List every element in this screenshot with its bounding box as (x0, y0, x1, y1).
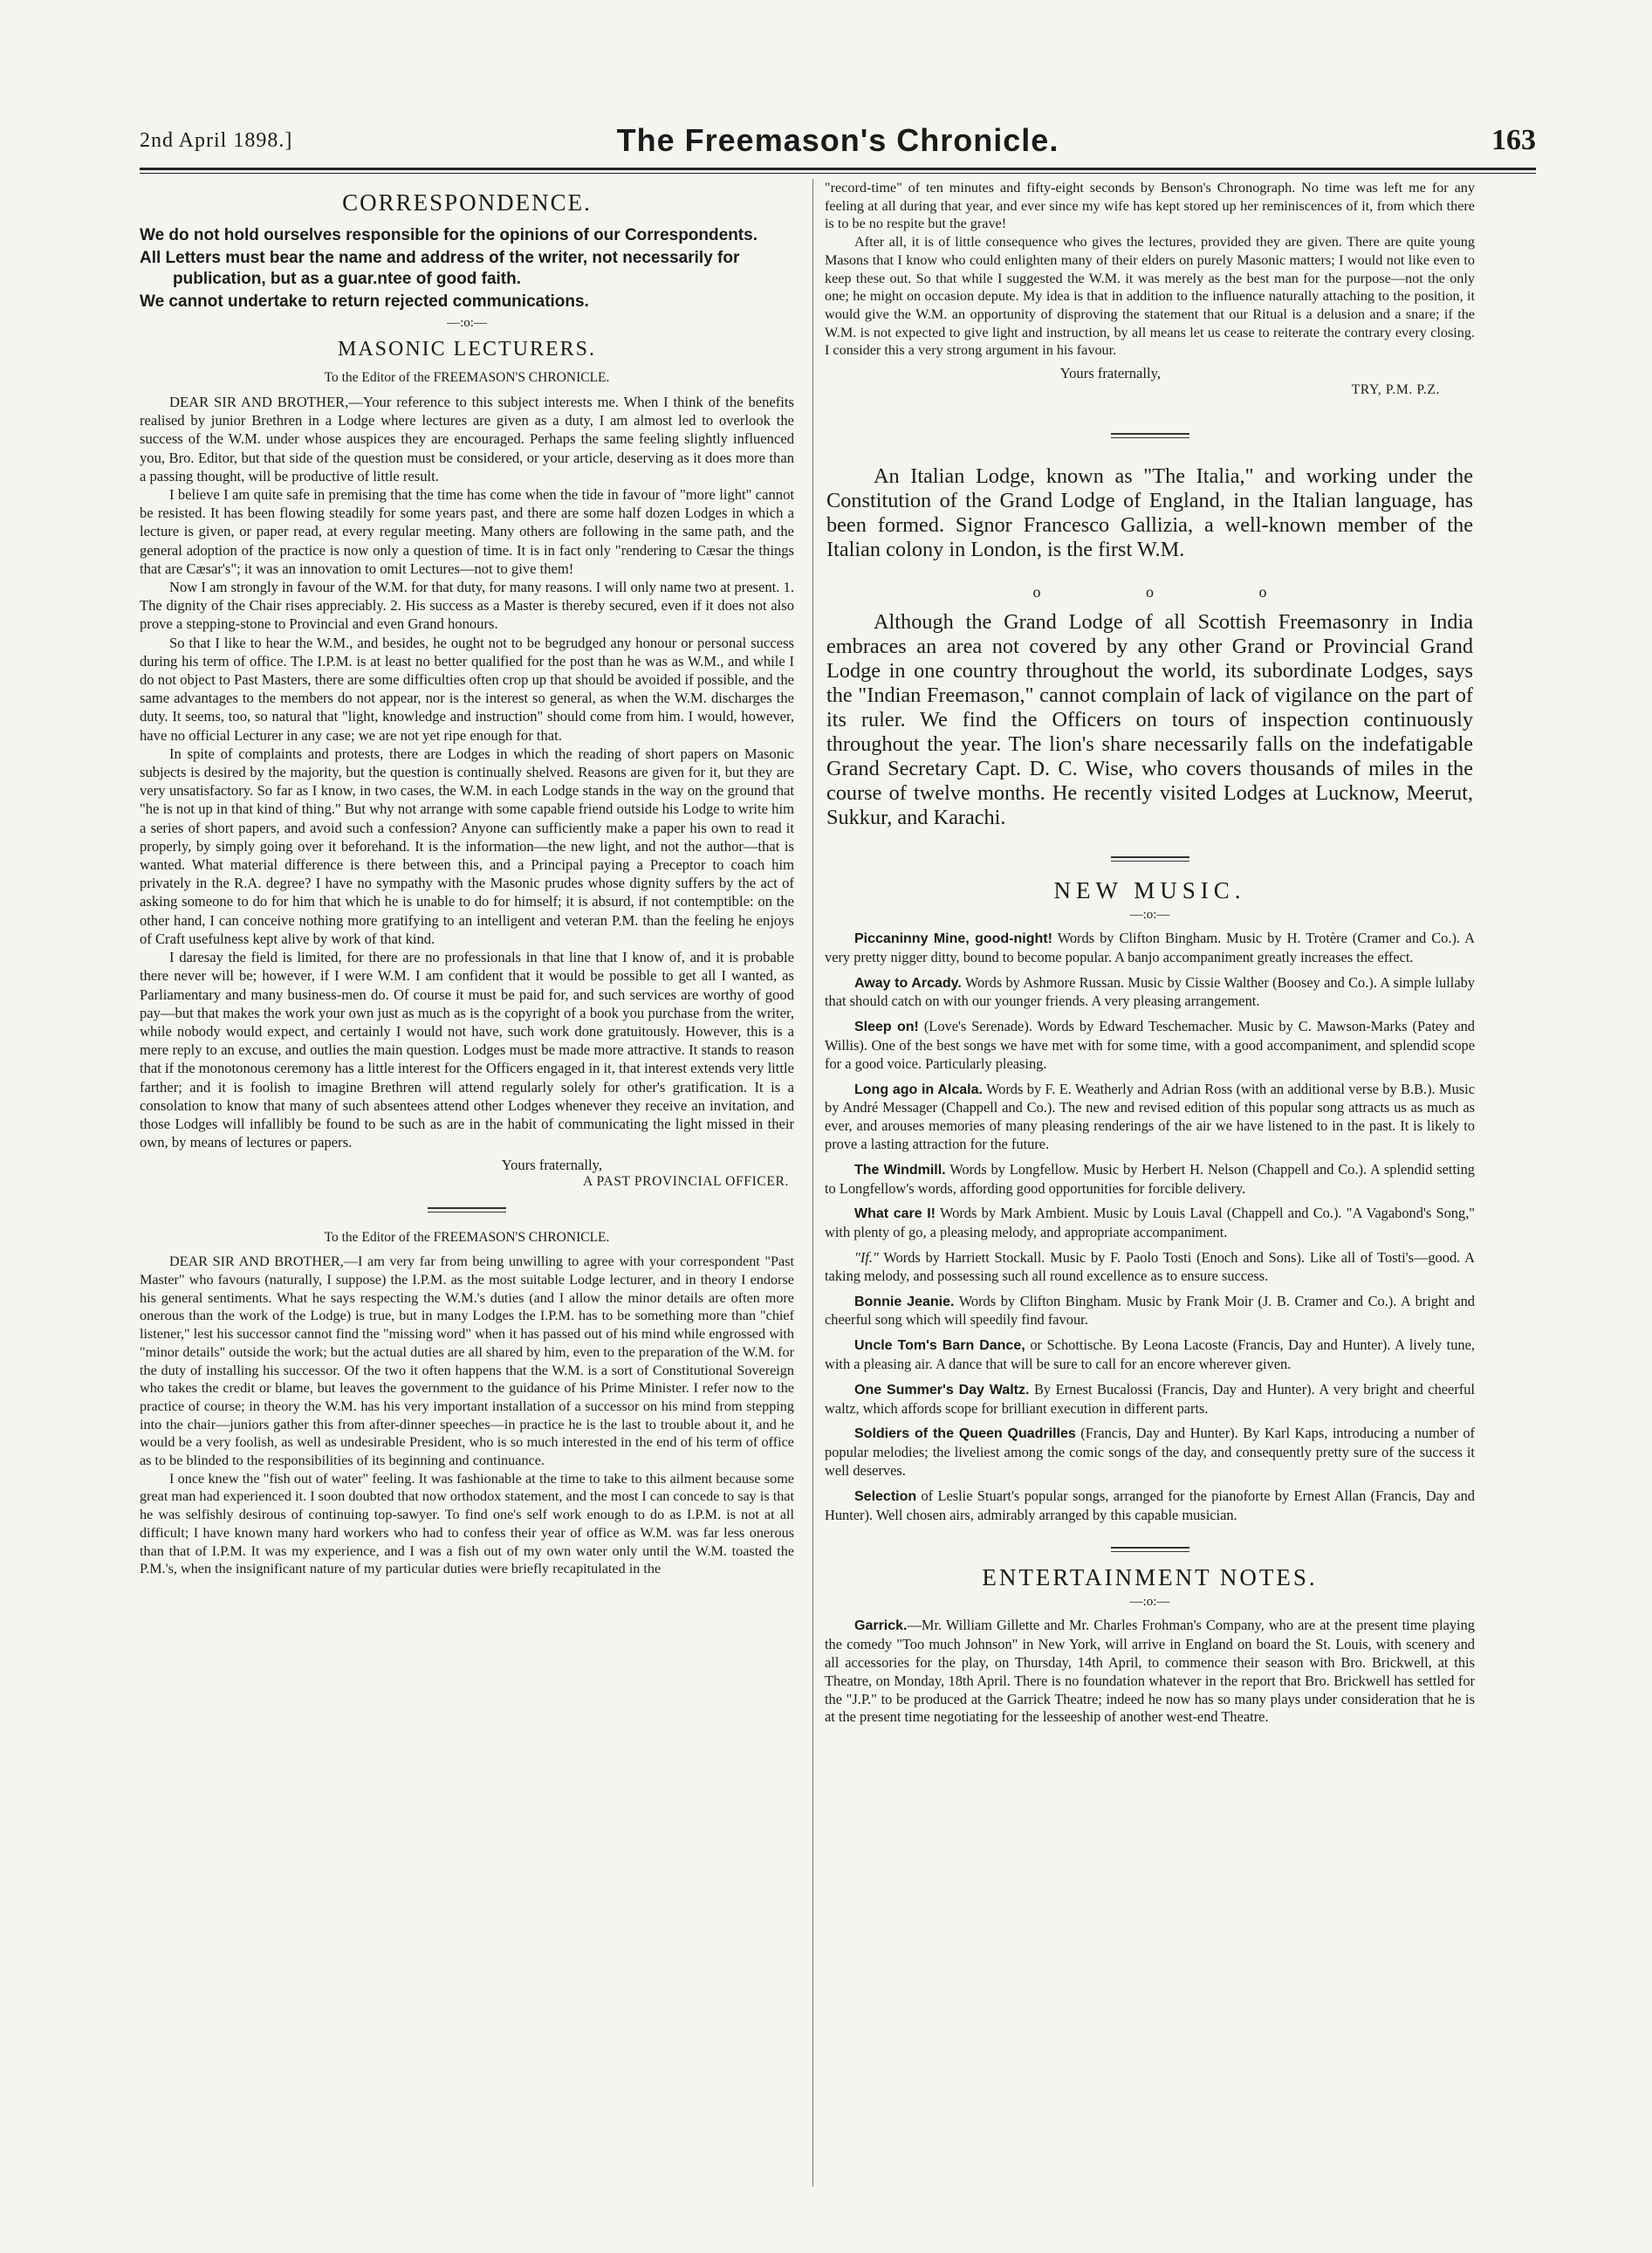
letter-closing-2: Yours fraternally, (1059, 365, 1161, 382)
section-divider: —:o:— (447, 316, 487, 330)
music-entry (825, 1161, 1475, 1199)
entertainment-heading: ENTERTAINMENT NOTES. (982, 1564, 1318, 1591)
music-entry-title: Long ago in Alcala. (854, 1082, 983, 1097)
letter-paragraph: DEAR SIR AND BROTHER,—Your reference to this subject interests me. When I think of the benefits realised by junior Brethren in a Lodge where lectures are given as a duty, I am almost led to overlook the success of the W.M. under whose auspices they are encouraged. Perhaps the same feeling slightly influenced you, Bro. Editor, but that side of the question must be considered, or your article, deserving as it does more than a passing thought, will be productive of little result. (140, 394, 794, 484)
music-entry (825, 974, 1475, 1012)
section-divider: —:o:— (1129, 908, 1170, 923)
letter-paragraph: So that I like to hear the W.M., and besides, he ought not to be begrudged any honour or personal success during his term of office. The I.P.M. is at least no better qualified for the post than he was as W.M., and while I do not object to Past Masters, there are some difficulties often crop up that should be avoided if possible, and the same advantages to the members do not appear, nor is the interest so general, as when the W.M. discharges the duty. It seems, too, so natural that "light, knowledge and instruction" should come from him. I would, however, have no official Lecturer in any case; we are not yet ripe enough for that. (140, 634, 794, 744)
music-entry-title: The Windmill. (854, 1162, 946, 1178)
letter-paragraph: After all, it is of little consequence who gives the lectures, provided they are given. There are quite young Masons that I know who could enlighten many of their elders on purely Masonic matters; I would not like even to keep these out. So that while I suggested the W.M. it was merely as the best man for the purpose—not the only one; he might on occasion depute. My idea is that in addition to the influence naturally attaching to the position, it would give the W.M. an opportunity of disproving the statement that our Ritual is a delusion and a snare; if the W.M. is not expected to give light and instruction, by all means let us cease to reiterate the contrary every closing. I consider this a very strong argument in his favour. (825, 234, 1475, 359)
music-entry (825, 1381, 1475, 1418)
correspondence-heading: CORRESPONDENCE. (342, 189, 592, 216)
music-entry-text: (Love's Serenade). Words by Edward Teschemacher. Music by C. Mawson-Marks (Patey and Willis). One of the best songs we have met with for some time, with a good accompaniment, and splendid scope for a good voice. Particularly pleasing. (825, 1018, 1476, 1072)
music-entry-title: Selection (854, 1488, 917, 1504)
letter-paragraph: I daresay the field is limited, for there are no professionals in that line that I know of, and it is probable there never will be; however, if I were W.M. I am confident that it would be possible to get all I wanted, as Parliamentary and many business-men do. Of course it must be paid for, and such services are worthy of good pay—but that makes the work your own just as much as is the copyright of a book you purchase from the writer, while nobody would expect, and certainly I would not have, such work done gratuitously. However, this is a mere reply to an excuse, and outlies the main question. Lodges must be made more attractive. It stands to reason that if the monotonous ceremony has a little interest for the Officers engaged in it, that interest extends very little farther; and it is foolish to imagine Brethren will attend regularly solely for other's gratification. It is a consolation to know that many of such absentees attend other Lodges whenever they receive an invitation, and those Lodges will infallibly be found to be such as are in the habit of communicating the light missed in their own, by means of lectures or papers. (140, 949, 794, 1151)
section-divider: —:o:— (1129, 1595, 1170, 1610)
page-number: 163 (1491, 124, 1536, 156)
letter-paragraph: Now I am strongly in favour of the W.M. for that duty, for many reasons. I will only name two at present. 1. The dignity of the Chair rises appreciably. 2. His success as a Master is thereby secured, even if it does not also prove a stepping-stone to Provincial and even Grand honours. (140, 579, 795, 633)
left-column (140, 179, 794, 1578)
entertainment-text: —Mr. William Gillette and Mr. Charles Frohman's Company, who are at the present time playing the comedy "Too much Johnson" in New York, will arrive in England on board the St. Louis, with scenery and all accessories for the play, on Thursday, 14th April, to commence their season with Bro. Brickwell, at this Theatre, on Monday, 18th April. There is no foundation whatever in the report that Bro. Brickwell has settled for the "J.P." to be produced at the Garrick Theatre; indeed he now has so many plays under consideration that he is at the present time negotiating for the lesseeship of another west-end Theatre. (825, 1617, 1475, 1726)
column-divider (812, 179, 813, 2187)
short-rule (1111, 1547, 1189, 1552)
to-editor-line: To the Editor of the FREEMASON'S CHRONICLE. (324, 370, 610, 385)
letter-paragraph: DEAR SIR AND BROTHER,—I am very far from being unwilling to agree with your correspondent "Past Master" who favours (naturally, I suppose) the I.P.M. as the most suitable Lodge lecturer, and in theory I endorse his general sentiments. What he says respecting the W.M.'s duties (and I allow the minor details are often more onerous than the work of the Lodge) is true, but in many Lodges the I.P.M. has to be something more than "chief listener," lest his successor cannot find the "missing word" when it has passed out of his mind while engrossed with "minor details" outside the work; but the actual duties are all shared by him, even to the preparation of the W.M. for the duty of installing his successor. Of the two it often happens that the W.M. is a sort of Constitutional Sovereign who takes the credit or blame, but leaves the government to the guidance of his Prime Minister. I refer now to the practice of course; in theory the W.M. has his very important installation of a successor on his mind from stepping into the chair—juniors gather this from after-dinner speeches—in practice he is the last to trouble about it, and he would be a very foolish, as well as undesirable President, who is so much interested in the end of his term of office as to be blinded to the responsibilities of its beginning and continuance. (140, 1254, 794, 1469)
music-entry-text: (Francis, Day and Hunter). By Karl Kaps, introducing a number of popular melodies; the liveliest among the comic songs of the day, and consequently pretty sure of the success it well deserves. (825, 1425, 1475, 1479)
news-separator: o o o (1032, 583, 1318, 601)
music-entry-text: Words by Harriett Stockall. Music by F. Paolo Tosti (Enoch and Sons). Like all of Tosti's—good. A taking melody, and possessing such all round excellence as to ensure success. (825, 1248, 1475, 1284)
to-editor-line-2: To the Editor of the FREEMASON'S CHRONICLE. (324, 1230, 610, 1246)
music-entry (825, 1336, 1475, 1374)
disclaimer-1: We do not hold ourselves responsible for the opinions of our Correspondents. (140, 226, 757, 244)
header-rule (140, 168, 1536, 170)
music-entry-text: Words by Longfellow. Music by Herbert H. Nelson (Chappell and Co.). A splendid setting to Longfellow's words, affording good opportunities for forcible delivery. (825, 1160, 1475, 1197)
music-entry-text: of Leslie Stuart's popular songs, arranged for the pianoforte by Ernest Allan (Francis, Day and Hunter). Well chosen airs, admirably arranged by this capable musician. (825, 1487, 1475, 1523)
music-entry (825, 1249, 1475, 1286)
news-india: Although the Grand Lodge of all Scottish Freemasonry in India embraces an area not covered by any other Grand or Provincial Grand Lodge in one country throughout the world, its subordinate Lodges, says the "Indian Freemason," cannot complain of lack of vigilance on the part of its ruler. We find the Officers on tours of inspection continuously throughout the year. The lion's share necessarily falls on the indefatigable Grand Secretary Capt. D. C. Wise, who covers thousands of miles in the course of twelve months. He recently visited Lodges at Lucknow, Meerut, Sukkur, and Karachi. (826, 610, 1473, 830)
masthead-title: The Freemason's Chronicle. (616, 122, 1059, 158)
music-entry-text: Words by Clifton Bingham. Music by H. Trotère (Cramer and Co.). A very pretty nigger ditty, bound to become popular. A banjo accompaniment greatly increases the effect. (825, 930, 1475, 965)
music-entry-title: Bonnie Jeanie. (854, 1294, 955, 1309)
music-entry-text: Words by Mark Ambient. Music by Louis Laval (Chappell and Co.). "A Vagabond's Song," with plenty of go, a pleasing melody, and appropriate accompaniment. (825, 1205, 1475, 1241)
music-entry-text: Words by F. E. Weatherly and Adrian Ross (with an additional verse by B.B.). Music by André Messager (Chappell and Co.). The new and revised edition of this popular song attracts us as much as ever, and arouses memories of many pleasing renderings of the air we have listened to in the past. It is likely to prove a lasting attraction for the future. (825, 1080, 1475, 1152)
short-rule (1111, 433, 1189, 438)
music-entry (825, 1081, 1475, 1154)
music-entry-title: Away to Arcady. (854, 975, 962, 991)
music-entry-title: Uncle Tom's Barn Dance, (854, 1338, 1025, 1354)
header-rule-thin (140, 173, 1536, 174)
music-entry (825, 1487, 1475, 1525)
music-entry-title: One Summer's Day Waltz. (854, 1382, 1030, 1398)
music-entry (825, 1018, 1475, 1073)
music-entry (825, 1425, 1475, 1480)
music-entry-text: Words by Ashmore Russan. Music by Cissie Walther (Boosey and Co.). A simple lullaby that should catch on with our younger friends. A very pleasing arrangement. (825, 973, 1475, 1010)
disclaimer-2: All Letters must bear the name and address of the writer, not necessarily for publication, but as a guar.ntee of good faith. (140, 249, 740, 288)
page-header (140, 122, 1536, 161)
disclaimer-3: We cannot undertake to return rejected communications. (140, 292, 589, 311)
issue-date: 2nd April 1898.] (140, 129, 293, 152)
music-entry-text: Words by Clifton Bingham. Music by Frank Moir (J. B. Cramer and Co.). A bright and cheerful song which will speedily find favour. (825, 1292, 1476, 1329)
letter-paragraph: In spite of complaints and protests, there are Lodges in which the reading of short papers on Masonic subjects is desired by the majority, but the question is continually shelved. Reasons are given for it, but they are very unsatisfactory. So far as I know, in two cases, the W.M. in each Lodge stands in the way on the ground that "he is not up in that kind of thing." But why not arrange with some capable friend outside his Lodge to write him a series of short papers, and avoid such a confession? Anyone can sufficiently make a paper his own to read it properly, by simply going over it beforehand. It is the information—the new light, and not the author—that is wanted. What material difference is there between this, and a Principal paying a Preceptor to coach him privately in the R.A. degree? I have no sympathy with the Masonic prudes whose dignity suffers by the act of asking someone to do for him that which he is unable to do for himself; it is absurd, if not contemptible: on the other hand, I can conceive nothing more gratifying to an intelligent and veteran P.M. than the feeling he enjoys of Craft usefulness kept alive by work of that kind. (140, 745, 794, 947)
letter-signature-2: TRY, P.M. P.Z. (1351, 382, 1440, 398)
short-rule (428, 1207, 506, 1212)
masonic-lecturers-heading: MASONIC LECTURERS. (337, 338, 597, 361)
music-entry-text: or Schottische. By Leona Lacoste (Francis, Day and Hunter). A lively tune, with a pleasing air. A dance that will be sure to call for an encore wherever given. (825, 1336, 1475, 1372)
music-entry (825, 930, 1475, 967)
letter-signature: A PAST PROVINCIAL OFFICER. (583, 1174, 789, 1190)
music-entry-title: Soldiers of the Queen Quadrilles (854, 1426, 1076, 1442)
right-column (825, 179, 1475, 1734)
new-music-heading: NEW MUSIC. (1053, 877, 1246, 904)
entertainment-lead: Garrick. (854, 1618, 908, 1634)
music-entry-title: What care I! (854, 1206, 936, 1222)
letter-closing: Yours fraternally, (501, 1157, 602, 1174)
entertainment-entry (825, 1617, 1475, 1727)
letter-continuation: "record-time" of ten minutes and fifty-eight seconds by Benson's Chronograph. No time was left me for any feeling at all during that year, and ever since my wife has kept stored up her reminiscences of it, from which there is to be no respite but the grave! (825, 180, 1475, 232)
music-entry-title: Piccaninny Mine, good-night! (854, 931, 1052, 947)
music-entry-text: By Ernest Bucalossi (Francis, Day and Hunter). A very bright and cheerful waltz, which affords scope for brilliant execution in different parts. (825, 1380, 1475, 1417)
news-italia: An Italian Lodge, known as "The Italia," and working under the Constitution of the Grand Lodge of England, in the Italian language, has been formed. Signor Francesco Gallizia, a well-known member of the Italian colony in London, is the first W.M. (826, 464, 1473, 562)
music-entry (825, 1293, 1475, 1330)
short-rule (1111, 856, 1189, 862)
music-entry-title: "If." (854, 1248, 879, 1266)
music-entry-title: Sleep on! (854, 1020, 919, 1035)
music-entry (825, 1205, 1475, 1242)
letter-paragraph: I believe I am quite safe in premising that the time has come when the tide in favour of "more light" cannot be resisted. It has been flowing steadily for some years past, and there are some half dozen Lodges in which a lecture is given, or paper read, at every regular meeting. Many others are following in the same path, and the general adoption of the practice is now only a question of time. It is in fact only "rendering to Cæsar the things that are Cæsar's"; it was an innovation to omit Lectures—not to give them! (140, 486, 794, 577)
letter-paragraph: I once knew the "fish out of water" feeling. It was fashionable at the time to take to this ailment because some great man had experienced it. I soon doubted that now orthodox statement, and the most I can concede to say is that he was selfishly desirous of continuing top-sawyer. To find one's self work enough to do as I.P.M. is not at all difficult; I have known many hard workers who had to confess their year of office as W.M. was far less onerous than that of I.P.M. It was my experience, and I was a fish out of my own water only until the W.M. toasted the P.M.'s, when the insignificant nature of my particular duties were briefly recapitulated in the (140, 1470, 794, 1577)
